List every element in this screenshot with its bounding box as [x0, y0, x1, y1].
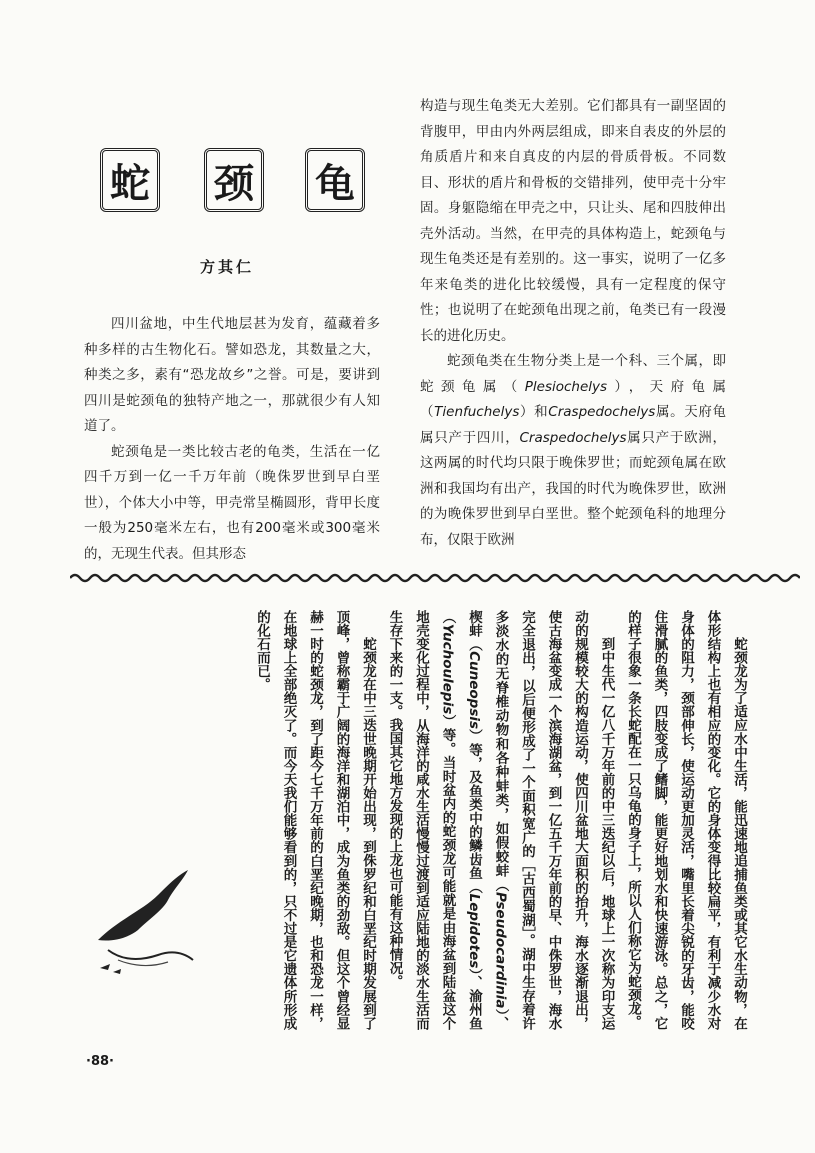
- plesiosaur-illustration: [88, 850, 208, 980]
- species-name: Cuneopsis: [466, 651, 482, 730]
- title-char-1: 蛇: [100, 148, 160, 212]
- genus-name: Craspedochelys: [548, 404, 656, 420]
- species-name: Pseudocardinia: [492, 891, 509, 1009]
- genus-name: Craspedochelys: [519, 429, 627, 446]
- wavy-separator: [70, 570, 800, 586]
- paragraph: 蛇颈龟是一类比较古老的龟类，生活在一亿四千万到一亿一千万年前（晚侏罗世到早白垩世），个体大小中等，甲壳常呈椭圆形，背甲长度一般为250毫米左右，也有200毫米或300毫米的，无现生代表。但其形态: [84, 443, 380, 562]
- title-char-2: 颈: [204, 148, 264, 212]
- text-span: ）、楔蚌（: [466, 610, 509, 1031]
- author-name: 方其仁: [200, 258, 255, 276]
- paragraph: 蛇颈龙在中三迭世晚期开始出现，到侏罗纪和白垩纪时期发展到了顶峰，曾称霸于广阔的海洋和湖泊中，成为鱼类的劲敌。但这个曾经显赫一时的蛇颈龙，到了距今七千万年前的白垩纪晚期，也和恐龙一样，在地球上全部绝灭了。而今天我们能够看到的，只不过是它遗体所形成的化石而已。: [254, 610, 376, 1030]
- genus-name: Plesiochelys: [524, 378, 608, 395]
- genus-name: Tienfuchelys: [434, 404, 520, 420]
- paragraph: 构造与现生龟类无大差别。它们都具有一副坚固的背腹甲，甲由内外两层组成，即来自表皮的外层的角质盾片和来自真皮的内层的骨质骨板。不同数目、形状的盾片和骨板的交错排列，使甲壳十分牢固。身躯隐缩在甲壳之中，只让头、尾和四肢伸出壳外活动。当然，在甲壳的具体构造上，蛇颈龟与现生龟类还是有差别的。这一事实，说明了一亿多年来龟类的进化比较缓慢，具有一定程度的保守性；也说明了在蛇颈龟出现之前，龟类已有一段漫长的进化历史。: [420, 98, 726, 344]
- text-span: 属。天府龟属只产于四川，: [420, 404, 727, 446]
- paragraph: 四川盆地，中生代地层甚为发育，蕴藏着多种多样的古生物化石。譬如恐龙，其数量之大，种类之多，素有“恐龙故乡”之誉。可是，要讲到四川是蛇颈龟的独特产地之一，那就很少有人知道了。: [84, 316, 380, 434]
- page-number: ·88·: [86, 1054, 114, 1069]
- text-span: 蛇颈龟类在生物分类上是一个科、三个属，即蛇颈龟属（: [420, 353, 726, 395]
- text-span: ）等。当时盆内的蛇颈龙可能就是由海盆到陆盆这个地壳变化过程中，从海洋的咸水生活慢慢过渡到适应陆地的淡水生活而生存下来的一支。我国其它地方发现的上龙也可能有这种情况。: [386, 610, 456, 1031]
- paragraph: 蛇颈龙为了适应水中生活，能迅速地追捕鱼类或其它水生动物，在体形结构上也有相应的变化。它的身体变得比较扁平，有利于减少水对身体的阻力，颈部伸长，使运动更加灵活，嘴里长着尖锐的牙齿，能咬住滑腻的鱼类，四肢变成了鳍脚，能更好地划水和快速游泳。总之，它的样子很象一条长蛇配在一只乌龟的身子上，所以人们称它为蛇颈龙。: [625, 610, 747, 1030]
- text-span: ）、渝州鱼（: [439, 610, 482, 1031]
- text-span: ）等，及鱼类中的鳞齿鱼（: [466, 729, 482, 894]
- article-title: [100, 148, 355, 220]
- text-span: 属只产于欧洲，这两属的时代均只限于晚侏罗世；而蛇颈龟属在欧洲和我国均有出产，我国的时代为晚侏罗世，欧洲的为晚侏罗世到早白垩世。整个蛇颈龟科的地理分布，仅限于欧洲: [420, 429, 727, 548]
- species-name: Lepidotes: [466, 893, 482, 969]
- text-span: 到中生代一亿八千万年前的中三迭纪以后，地球上一次称为印支运动的规模较大的构造运动，使四川盆地大面积的抬升，海水逐渐退出，使古海盆变成一个滨海湖盆，到一亿五千万年前的早、中侏罗世，海水完全退出，以后便形成了一个面积宽广的［古西蜀湖］。湖中生存着许多淡水的无脊椎动物和各种蚌类，如假蛟蚌（: [492, 610, 615, 1030]
- text-span: ）和: [519, 404, 549, 420]
- paragraph: [381, 610, 620, 1030]
- left-text-column: [84, 312, 380, 567]
- species-name: Yuchoulepis: [439, 623, 456, 715]
- paragraph: [420, 349, 726, 553]
- title-char-3: 龟: [305, 148, 365, 212]
- text-span: ），天府龟属（: [420, 378, 727, 420]
- right-text-column: [420, 94, 726, 553]
